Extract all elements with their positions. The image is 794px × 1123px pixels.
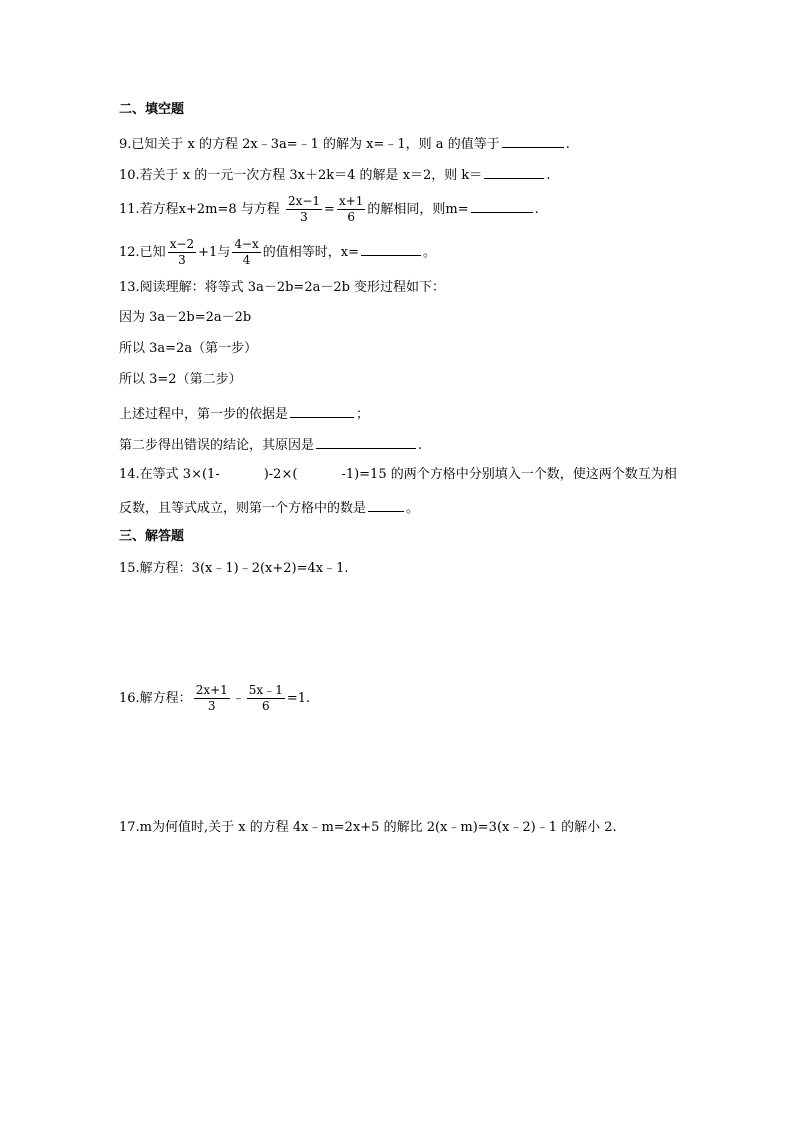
question-14-text-a: 14.在等式 3×(1- bbox=[119, 467, 220, 482]
fraction-denominator: 6 bbox=[262, 699, 270, 713]
fraction bbox=[286, 194, 322, 225]
fraction-denominator: 3 bbox=[178, 253, 186, 267]
fraction-denominator: 3 bbox=[300, 210, 308, 224]
question-16-text: 16.解方程： bbox=[119, 691, 192, 706]
question-13-line-3: 所以 3=2（第二步） bbox=[119, 372, 242, 387]
question-13-line-5-text: 第二步得出错误的结论，其原因是 bbox=[119, 438, 315, 453]
fraction-numerator: x+1 bbox=[338, 194, 364, 208]
question-13-line-4-text: 上述过程中，第一步的依据是 bbox=[119, 407, 289, 422]
question-9-end: . bbox=[565, 137, 570, 152]
question-13-line-4-end: ； bbox=[356, 407, 370, 422]
answer-blank[interactable] bbox=[502, 133, 564, 148]
question-13-line-5-end: . bbox=[418, 438, 423, 453]
question-14-line-1 bbox=[119, 466, 677, 484]
answer-blank[interactable] bbox=[361, 241, 421, 256]
question-10-text: 10.若关于 x 的一元一次方程 3x＋2k＝4 的解是 x＝2，则 k＝ bbox=[119, 168, 483, 183]
fraction-denominator: 6 bbox=[347, 210, 355, 224]
fraction bbox=[194, 683, 230, 714]
question-15: 15.解方程：3(x﹣1)﹣2(x+2)=4x﹣1. bbox=[119, 561, 349, 576]
question-14-text-b: )-2×( bbox=[263, 467, 298, 482]
fraction-denominator: 4 bbox=[242, 253, 251, 267]
question-10-end: . bbox=[546, 168, 551, 183]
question-13-line-5 bbox=[119, 434, 422, 452]
question-12-text-b: 的值相等时，x= bbox=[262, 245, 360, 260]
question-13-line-1: 因为 3a－2b=2a－2b bbox=[119, 310, 252, 325]
question-12-end: 。 bbox=[423, 245, 437, 260]
section-heading-solve: 三、解答题 bbox=[119, 529, 185, 544]
question-11-text-b: 的解相同，则m= bbox=[367, 202, 469, 217]
fraction-numerator: x−2 bbox=[169, 237, 195, 251]
answer-blank[interactable] bbox=[368, 497, 404, 512]
question-11-text: 11.若方程x+2m=8 与方程 bbox=[119, 202, 280, 217]
question-11 bbox=[119, 193, 539, 227]
question-17: 17.m为何值时,关于 x 的方程 4x﹣m=2x+5 的解比 2(x﹣m)=3(x﹣2)﹣1 的解小 2. bbox=[119, 820, 617, 835]
equals-sign: = bbox=[324, 202, 335, 217]
fraction bbox=[337, 194, 365, 225]
question-13-intro: 13.阅读理解：将等式 3a－2b=2a－2b 变形过程如下： bbox=[119, 280, 446, 295]
minus-sign: ﹣ bbox=[231, 691, 245, 706]
question-10 bbox=[119, 164, 550, 182]
question-14-text-c: -1)=15 的两个方格中分别填入一个数，使这两个数互为相 bbox=[341, 467, 677, 482]
fraction-numerator: 5x﹣1 bbox=[248, 683, 283, 697]
answer-blank[interactable] bbox=[316, 434, 416, 449]
answer-blank[interactable] bbox=[290, 403, 354, 418]
question-12-text: 12.已知 bbox=[119, 245, 166, 260]
question-11-end: . bbox=[534, 202, 539, 217]
question-14-line-2 bbox=[119, 497, 419, 515]
answer-blank[interactable] bbox=[471, 198, 533, 213]
question-14-line-2-text: 反数，且等式成立，则第一个方格中的数是 bbox=[119, 501, 367, 516]
fraction-numerator: 2x−1 bbox=[287, 194, 321, 208]
question-16-end: =1. bbox=[286, 691, 311, 706]
fraction bbox=[232, 237, 260, 268]
question-16 bbox=[119, 682, 310, 716]
question-12-mid: +1与 bbox=[198, 245, 231, 260]
fraction-denominator: 3 bbox=[207, 699, 216, 713]
question-13-line-4 bbox=[119, 403, 369, 421]
question-14-end: 。 bbox=[406, 501, 420, 516]
section-heading-fill-in: 二、填空题 bbox=[119, 102, 185, 117]
question-12 bbox=[119, 236, 436, 270]
fraction-numerator: 2x+1 bbox=[195, 683, 228, 697]
fraction bbox=[168, 237, 196, 268]
question-9-text: 9.已知关于 x 的方程 2x﹣3a=﹣1 的解为 x=﹣1，则 a 的值等于 bbox=[119, 137, 500, 152]
question-9 bbox=[119, 133, 570, 151]
answer-blank[interactable] bbox=[484, 164, 544, 179]
question-13-line-2: 所以 3a=2a（第一步） bbox=[119, 341, 258, 356]
fraction bbox=[247, 683, 285, 714]
fraction-numerator: 4−x bbox=[234, 237, 259, 251]
